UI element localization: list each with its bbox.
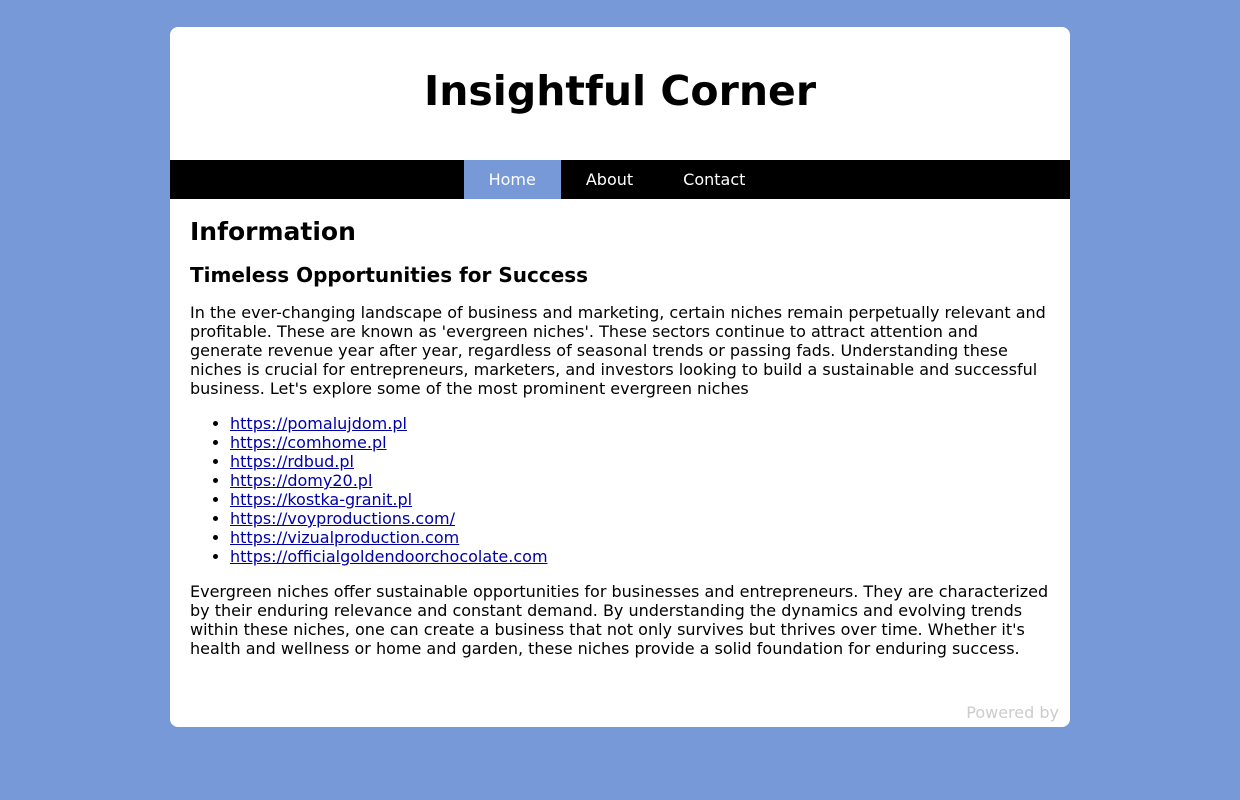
list-item	[230, 528, 1050, 547]
list-item	[230, 471, 1050, 490]
outro-paragraph: Evergreen niches offer sustainable opportunities for businesses and entrepreneurs. They are characterized by their enduring relevance and constant demand. By understanding the dynamics and evolving trends within these niches, one can create a business that not only survives but thrives over time. Whether it's health and wellness or home and garden, these niches provide a solid foundation for enduring success.	[190, 582, 1049, 658]
page-container	[170, 27, 1070, 727]
section-subheading: Timeless Opportunities for Success	[190, 263, 589, 287]
list-item	[230, 433, 1050, 452]
section-heading: Information	[190, 217, 356, 246]
niche-link-list	[190, 414, 1050, 566]
niche-link[interactable]: https://voyproductions.com/	[230, 509, 455, 528]
niche-link[interactable]: https://domy20.pl	[230, 471, 373, 490]
list-item	[230, 547, 1050, 566]
niche-link[interactable]: https://rdbud.pl	[230, 452, 354, 471]
niche-link[interactable]: https://pomalujdom.pl	[230, 414, 407, 433]
list-item	[230, 414, 1050, 433]
list-item	[230, 452, 1050, 471]
nav-home-link[interactable]: Home	[464, 160, 561, 199]
nav-about-link[interactable]: About	[585, 170, 634, 189]
niche-link[interactable]: https://officialgoldendoorchocolate.com	[230, 547, 548, 566]
powered-by-text: Powered by	[966, 703, 1059, 722]
niche-link[interactable]: https://comhome.pl	[230, 433, 387, 452]
niche-link[interactable]: https://vizualproduction.com	[230, 528, 460, 547]
nav-contact-link[interactable]: Contact	[683, 170, 746, 189]
list-item	[230, 509, 1050, 528]
main-nav	[170, 160, 1070, 199]
niche-link[interactable]: https://kostka-granit.pl	[230, 490, 413, 509]
main-content	[170, 199, 1070, 658]
list-item	[230, 490, 1050, 509]
site-title: Insightful Corner	[423, 66, 817, 115]
intro-paragraph: In the ever-changing landscape of business and marketing, certain niches remain perpetually relevant and profitable. These are known as 'evergreen niches'. These sectors continue to attract attention and generate revenue year after year, regardless of seasonal trends or passing fads. Understanding these niches is crucial for entrepreneurs, marketers, and investors looking to build a sustainable and successful business. Let's explore some of the most prominent evergreen niches	[190, 303, 1046, 398]
site-header	[170, 27, 1070, 160]
